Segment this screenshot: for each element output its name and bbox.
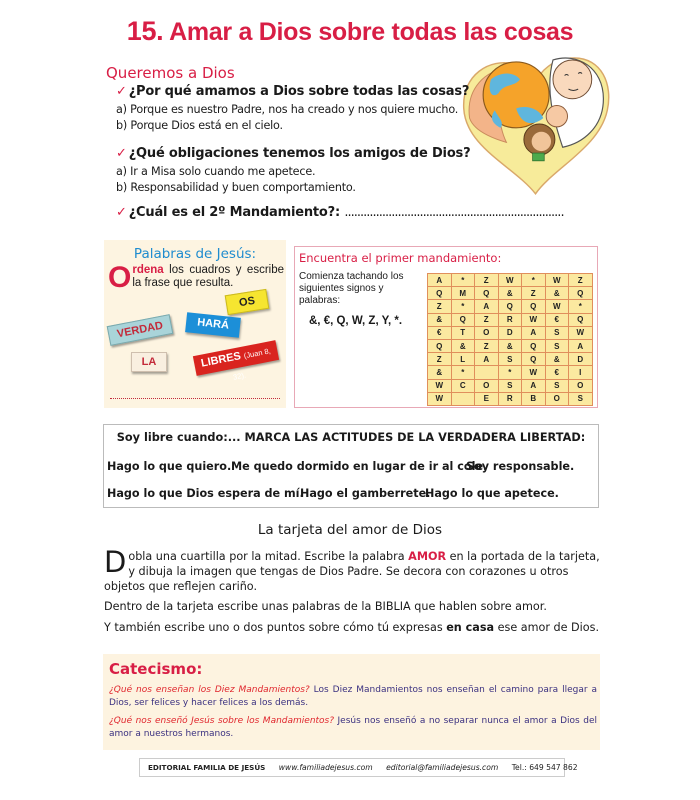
grid-cell[interactable]: E [475,392,499,405]
footer [139,758,578,777]
catecismo-heading: Catecismo: [109,660,203,678]
instr-rest: los cuadros y escribe la frase que resulta. [132,264,284,289]
catecismo-box [103,654,600,750]
answer-line[interactable] [110,398,280,399]
grid-cell[interactable]: I [569,366,593,379]
grid-cell[interactable]: Z [522,287,546,300]
word-card-os[interactable]: OS [225,289,270,315]
catecismo-answer: Jesús nos enseñó a no separar nunca el amor a Dios del amor a nuestros hermanos. [109,716,597,739]
checkmark-icon: ✓ [116,205,127,220]
grid-cell[interactable]: & [428,313,452,326]
grid-cell[interactable]: & [498,339,522,352]
grid-cell[interactable]: Q [569,287,593,300]
grid-cell[interactable]: T [451,326,475,339]
p3-text-a: Y también escribe uno o dos puntos sobre cómo tú expresas [104,621,447,634]
grid-cell[interactable]: Q [498,300,522,313]
grid-cell[interactable]: W [522,313,546,326]
grid-row [428,353,593,366]
checkmark-icon: ✓ [116,84,127,99]
letter-grid [427,273,593,406]
grid-cell[interactable]: * [451,300,475,313]
grid-row [428,274,593,287]
catecismo-question: ¿Qué nos enseñan los Diez Mandamientos? [109,685,310,695]
grid-cell[interactable]: * [451,274,475,287]
grid-cell[interactable]: Q [451,313,475,326]
libertad-box [103,424,599,508]
grid-cell[interactable]: Z [428,300,452,313]
encuentra-heading: Encuentra el primer mandamiento: [299,251,502,265]
question-text: ¿Por qué amamos a Dios sobre todas las cosas? [128,84,470,99]
drop-cap: D [104,545,127,579]
grid-cell[interactable]: Z [475,313,499,326]
grid-row [428,339,593,352]
grid-cell[interactable] [475,366,499,379]
tarjeta-paragraph-1 [104,545,600,594]
grid-cell[interactable]: O [545,392,569,405]
grid-cell[interactable]: W [498,274,522,287]
grid-cell[interactable]: W [569,326,593,339]
question-text: ¿Cuál es el 2º Mandamiento?: [128,205,340,220]
palabras-heading: Palabras de Jesús: [133,246,257,262]
grid-cell[interactable]: Z [428,353,452,366]
grid-cell[interactable]: € [428,326,452,339]
grid-cell[interactable]: O [475,326,499,339]
grid-cell[interactable]: O [475,379,499,392]
libertad-heading: Soy libre cuando:... MARCA LAS ACTITUDES DE LA VERDADERA LIBERTAD: [116,431,586,444]
grid-cell[interactable]: & [498,287,522,300]
grid-cell[interactable]: C [451,379,475,392]
grid-row [428,300,593,313]
answer-2a: a) Ir a Misa solo cuando me apetece. [116,165,316,178]
grid-cell[interactable]: Q [522,300,546,313]
attitude-option[interactable]: Hago lo que quiero. [107,460,232,473]
answer-2b: b) Responsabilidad y buen comportamiento. [116,181,356,194]
answer-1a: a) Porque es nuestro Padre, nos ha creado y nos quiere mucho. [116,103,459,116]
grid-row [428,313,593,326]
grid-cell[interactable]: A [475,300,499,313]
word-card-hara[interactable]: HARÁ [185,312,241,338]
grid-cell[interactable]: S [498,353,522,366]
grid-cell[interactable]: Z [475,339,499,352]
tarjeta-paragraph-3 [104,620,600,635]
grid-cell[interactable]: & [451,339,475,352]
grid-cell[interactable]: S [545,379,569,392]
card-word: LIBRES [200,350,242,370]
grid-cell[interactable] [451,392,475,405]
attitude-option[interactable]: Soy responsable. [466,460,575,473]
grid-cell[interactable]: * [451,366,475,379]
grid-cell[interactable]: L [451,353,475,366]
grid-row [428,366,593,379]
amor-word: AMOR [408,550,447,563]
grid-cell[interactable]: A [428,274,452,287]
grid-cell[interactable]: S [545,326,569,339]
publisher-name: EDITORIAL FAMILIA DE JESÚS [148,763,266,772]
grid-cell[interactable]: & [545,353,569,366]
grid-cell[interactable]: S [569,392,593,405]
grid-cell[interactable]: D [569,353,593,366]
grid-cell[interactable]: € [545,313,569,326]
grid-cell[interactable]: * [498,366,522,379]
question-text: ¿Qué obligaciones tenemos los amigos de Dios? [128,146,471,161]
catecismo-item [109,684,597,709]
p1-text-a: obla una cuartilla por la mitad. Escribe la palabra [128,550,409,563]
grid-row [428,287,593,300]
email-link[interactable]: editorial@familiadejesus.com [386,763,499,772]
question-2 [116,146,470,161]
grid-cell[interactable]: M [451,287,475,300]
grid-row [428,379,593,392]
question-3 [116,205,564,220]
grid-cell[interactable]: S [498,379,522,392]
grid-cell[interactable]: S [545,339,569,352]
heart-illustration-icon [456,48,616,198]
grid-cell[interactable]: Q [428,287,452,300]
grid-cell[interactable]: A [522,379,546,392]
grid-cell[interactable]: A [569,339,593,352]
p1-text-b: en la portada de la tarjeta, y dibuja la imagen que tengas de Dios Padre. Se decora con corazones u otros objetos que reflejen cariño. [104,550,600,593]
grid-cell[interactable]: B [522,392,546,405]
queremos-heading: Queremos a Dios [106,64,235,82]
grid-cell[interactable]: O [569,379,593,392]
encuentra-instructions: Comienza tachando los siguientes signos y palabras: [299,271,404,306]
grid-row [428,392,593,405]
checkmark-icon: ✓ [116,146,127,161]
grid-cell[interactable]: R [498,313,522,326]
grid-cell[interactable]: W [545,300,569,313]
grid-cell[interactable]: Q [428,339,452,352]
title-text: Amar a Dios sobre todas las cosas [169,18,574,46]
grid-cell[interactable]: * [522,274,546,287]
grid-cell[interactable]: W [428,379,452,392]
grid-cell[interactable]: Q [522,339,546,352]
signs-list: &, €, Q, W, Z, Y, *. [309,315,403,327]
p3-bold: en casa [446,621,495,634]
answer-1b: b) Porque Dios está en el cielo. [116,119,283,132]
encuentra-box [294,246,598,408]
grid-cell[interactable]: Q [475,287,499,300]
page-title [0,16,700,47]
tarjeta-heading: La tarjeta del amor de Dios [257,522,443,538]
grid-cell[interactable]: A [522,326,546,339]
grid-cell[interactable]: & [545,287,569,300]
grid-cell[interactable]: W [522,366,546,379]
grid-cell[interactable]: € [545,366,569,379]
palabras-instructions [108,261,284,294]
website-link[interactable]: www.familiadejesus.com [278,763,373,772]
tarjeta-paragraph-2: Dentro de la tarjeta escribe unas palabras de la BIBLIA que hablen sobre amor. [104,600,547,613]
grid-cell[interactable]: Z [569,274,593,287]
grid-cell[interactable]: & [428,366,452,379]
lesson-number: 15. [126,16,164,46]
grid-cell[interactable]: W [545,274,569,287]
attitude-option[interactable]: Hago el gamberrete. [300,487,431,500]
answer-blank-line[interactable]: ...................................................................... [344,205,564,220]
catecismo-item [109,715,597,740]
word-card-verdad[interactable]: VERDAD [107,314,174,346]
attitude-option[interactable]: Me quedo dormido en lugar de ir al cole. [231,460,488,473]
attitude-option[interactable]: Hago lo que apetece. [425,487,559,500]
attitude-option[interactable]: Hago lo que Dios espera de mí. [107,487,304,500]
grid-cell[interactable]: Q [522,353,546,366]
grid-cell[interactable]: R [498,392,522,405]
p3-text-b: ese amor de Dios. [494,621,600,634]
grid-cell[interactable]: Q [569,313,593,326]
phone-number: Tel.: 649 547 862 [511,763,578,772]
grid-cell[interactable]: Z [475,274,499,287]
grid-cell[interactable]: A [475,353,499,366]
catecismo-answer: Los Diez Mandamientos nos enseñan el camino para llegar a Dios, ser felices y hacer felices a los demás. [109,685,597,708]
grid-cell[interactable]: W [428,392,452,405]
grid-row [428,326,593,339]
drop-cap: O [108,261,132,294]
grid-cell[interactable]: D [498,326,522,339]
instr-bold: rdena [132,264,164,276]
word-card-la[interactable]: LA [131,352,167,372]
catecismo-question: ¿Qué nos enseñó Jesús sobre los Mandamientos? [109,716,335,726]
question-1 [116,84,469,99]
grid-cell[interactable]: * [569,300,593,313]
bible-ref: (Juan 8, 32). [232,346,272,382]
